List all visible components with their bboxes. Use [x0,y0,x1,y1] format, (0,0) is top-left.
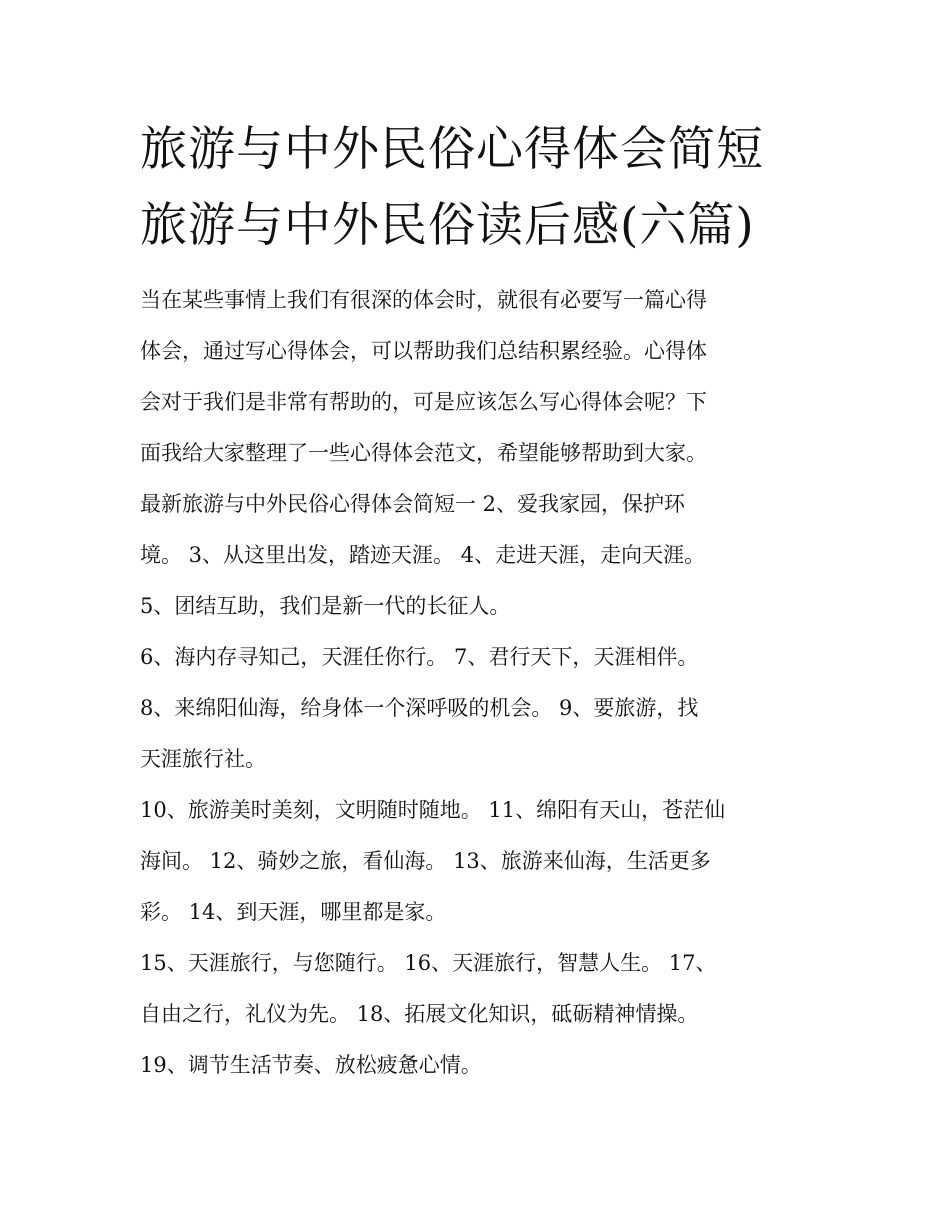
text-line: 彩。 14、到天涯，哪里都是家。 [140,900,447,924]
text-line: 面我给大家整理了一些心得体会范文，希望能够帮助到大家。 [140,441,707,465]
paragraph-slogan-10-14 [140,785,820,938]
text-line: 15、天涯旅行，与您随行。 16、天涯旅行，智慧人生。 17、 [140,951,717,975]
paragraph-slogan-5 [140,581,820,632]
paragraph-slogan-15-19 [140,938,820,1091]
document-body [140,275,820,1091]
title-line-2: 旅游与中外民俗读后感(六篇) [140,198,755,253]
paragraph-slogan-8-9 [140,683,820,785]
text-line: 天涯旅行社。 [140,747,266,771]
text-line: 5、团结互助，我们是新一代的长征人。 [140,594,511,618]
text-line: 19、调节生活节奏、放松疲惫心情。 [140,1053,482,1077]
text-line: 最新旅游与中外民俗心得体会简短一 2、爱我家园，保护环 [140,492,686,516]
text-line: 6、海内存寻知己，天涯任你行。 7、君行天下，天涯相伴。 [140,645,699,669]
text-line: 8、来绵阳仙海，给身体一个深呼吸的机会。 9、要旅游，找 [140,696,699,720]
text-line: 体会，通过写心得体会，可以帮助我们总结积累经验。心得体 [140,339,707,363]
paragraph-slogan-6-7 [140,632,820,683]
text-line: 10、旅游美时美刻，文明随时随地。 11、绵阳有天山，苍茫仙 [140,798,726,822]
text-line: 当在某些事情上我们有很深的体会时，就很有必要写一篇心得 [140,288,707,312]
text-line: 境。 3、从这里出发，踏迹天涯。 4、走进天涯，走向天涯。 [140,543,706,567]
text-line: 自由之行，礼仪为先。 18、拓展文化知识，砥砺精神情操。 [140,1002,699,1026]
title-line-1: 旅游与中外民俗心得体会简短 [140,122,764,177]
document-title [140,112,840,264]
text-line: 海间。 12、骑妙之旅，看仙海。 13、旅游来仙海，生活更多 [140,849,711,873]
paragraph-intro [140,275,820,581]
text-line: 会对于我们是非常有帮助的，可是应该怎么写心得体会呢？下 [140,390,707,414]
